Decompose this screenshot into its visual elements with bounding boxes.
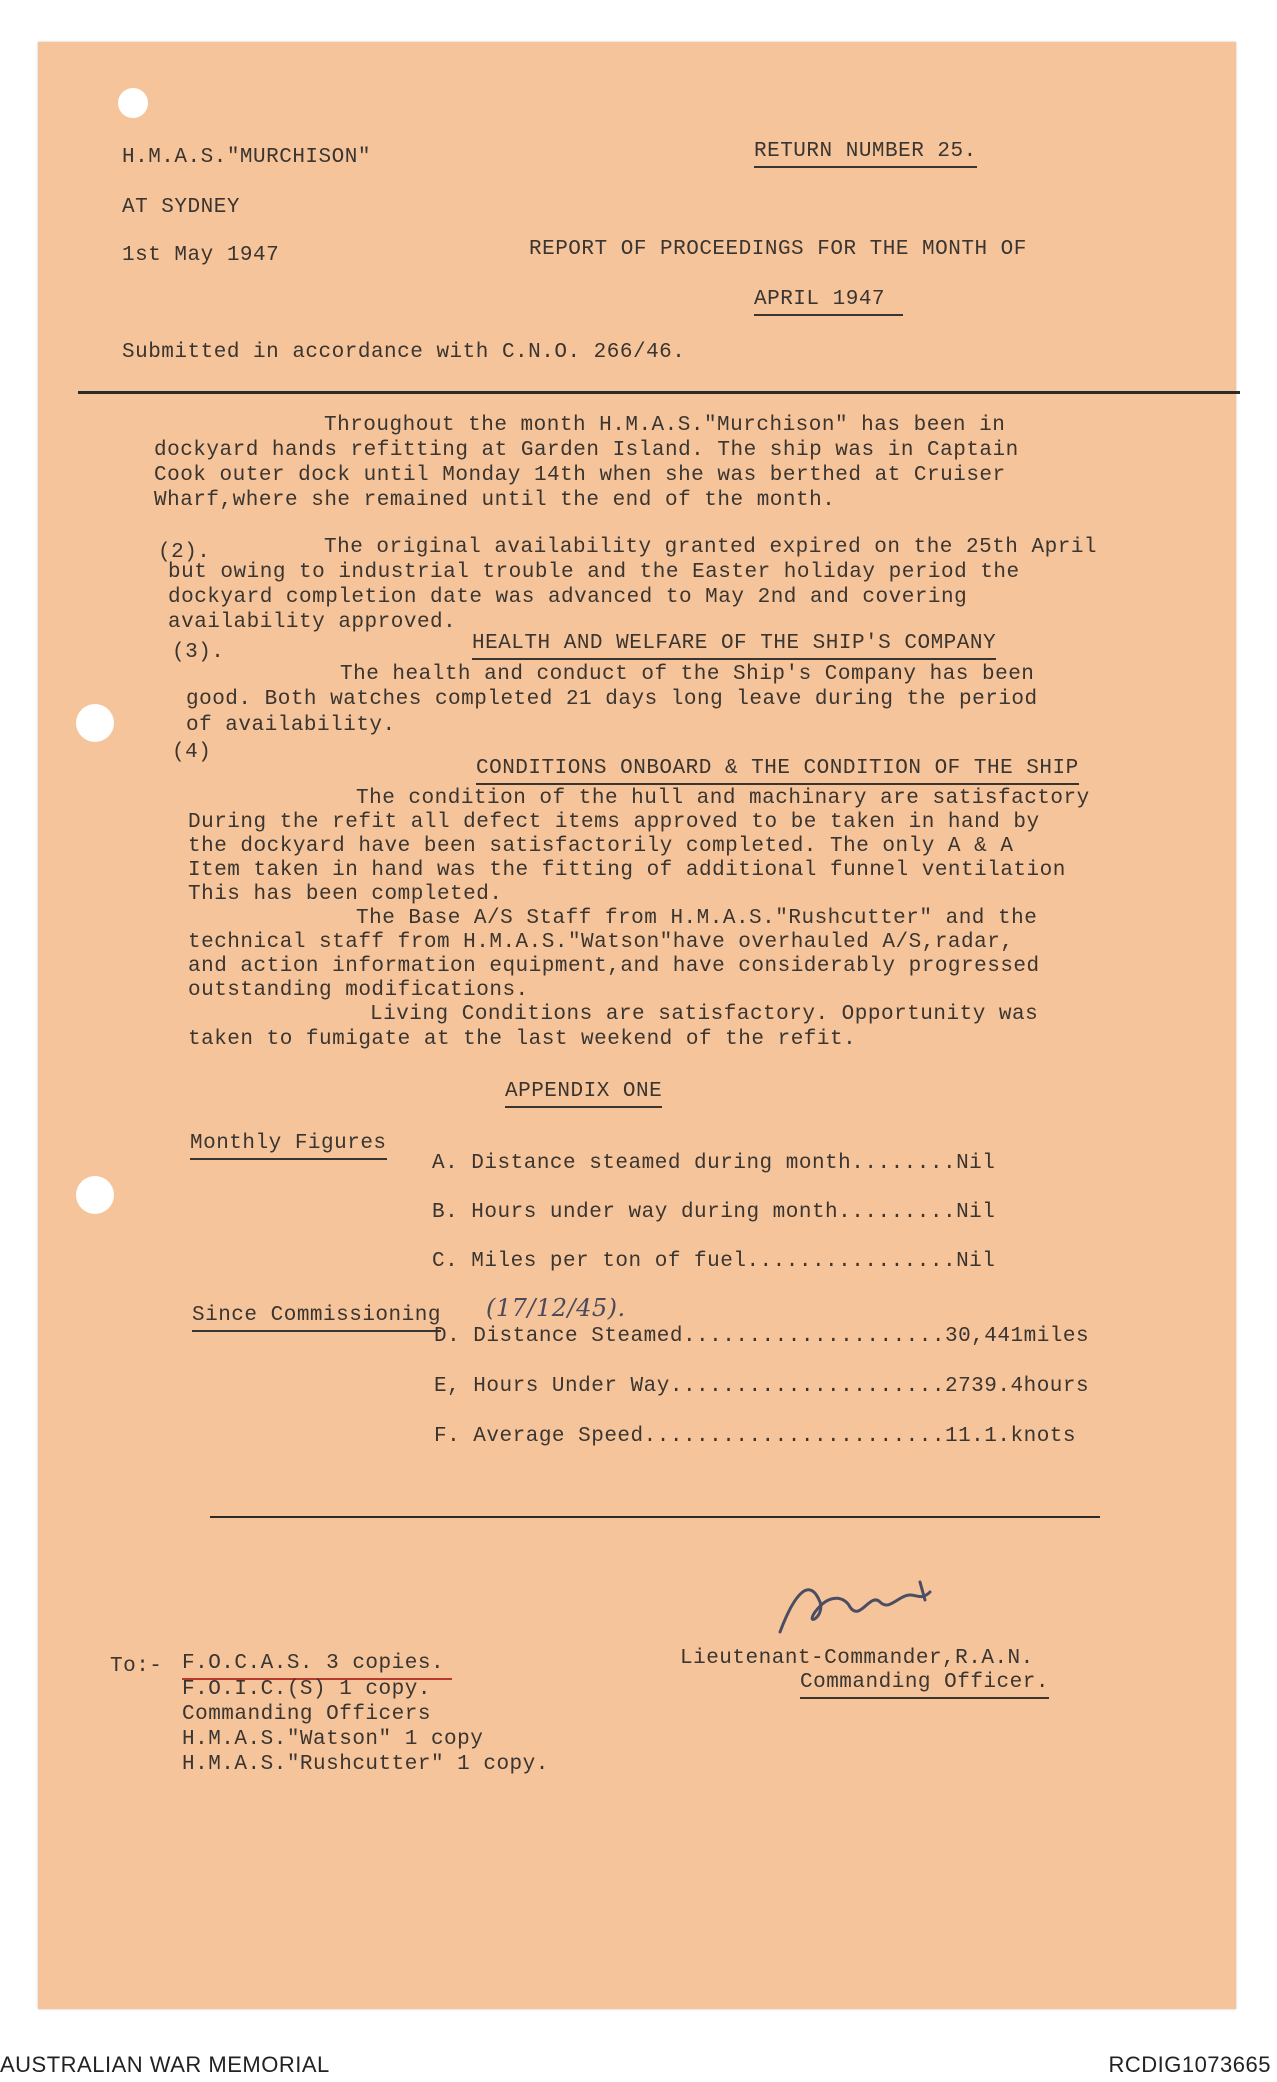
footer-record-id: RCDIG1073665 [1108,2052,1271,2077]
appendix-title: APPENDIX ONE [505,1080,662,1108]
distribution-line2: F.O.I.C.(S) 1 copy. [182,1678,431,1701]
para2-number: (2). [158,541,211,564]
section4-line1: The condition of the hull and machinary are satisfactory [356,787,1090,810]
distribution-first: F.O.C.A.S. 3 copies. [182,1652,452,1680]
section4-heading: CONDITIONS ONBOARD & THE CONDITION OF THE SHIP [476,757,1079,785]
para2-line1: The original availability granted expired on the 25th April [324,536,1098,559]
monthly-figure-b: B. Hours under way during month.........Nil [432,1201,996,1224]
section4-line7: technical staff from H.M.A.S."Watson"have overhauled A/S,radar, [188,931,1014,954]
section3-line2: good. Both watches completed 21 days long leave during the period [186,688,1038,711]
para2-line3: dockyard completion date was advanced to May 2nd and covering [168,586,968,609]
para1-line3: Cook outer dock until Monday 14th when she was berthed at Cruiser [154,464,1006,487]
since-commissioning-label: Since Commissioning [192,1304,441,1332]
since-figure-d: D. Distance Steamed....................30,441miles [434,1325,1090,1348]
section4-line4: Item taken in hand was the fitting of additional funnel ventilation [188,859,1066,882]
section3-heading: HEALTH AND WELFARE OF THE SHIP'S COMPANY [472,632,996,660]
para1-line2: dockyard hands refitting at Garden Island. The ship was in Captain [154,439,1019,462]
distribution-line3: Commanding Officers [182,1703,431,1726]
since-figure-f: F. Average Speed.......................11.1.knots [434,1425,1077,1448]
section3-line1: The health and conduct of the Ship's Company has been [340,663,1035,686]
section4-line11: taken to fumigate at the last weekend of the refit. [188,1028,857,1051]
distribution-line4: H.M.A.S."Watson" 1 copy [182,1728,484,1751]
punch-hole-upper [76,704,114,742]
punch-hole-lower [76,1176,114,1214]
section3-line3: of availability. [186,714,396,737]
header-divider [78,391,1240,394]
monthly-figure-a: A. Distance steamed during month........Nil [432,1152,996,1175]
para2-line4: availability approved. [168,611,457,634]
section4-line8: and action information equipment,and have considerably progressed [188,955,1040,978]
signatory-title: Commanding Officer. [800,1671,1049,1699]
para1-line1: Throughout the month H.M.A.S."Murchison" has been in [324,414,1006,437]
section3-number: (3). [172,641,225,664]
since-figure-e: E, Hours Under Way.....................2739.4hours [434,1375,1090,1398]
monthly-figures-label: Monthly Figures [190,1132,387,1160]
monthly-figure-c: C. Miles per ton of fuel................Nil [432,1250,996,1273]
paper-tear-mark [118,88,148,118]
report-date: 1st May 1947 [122,244,280,267]
section4-line9: outstanding modifications. [188,979,529,1002]
ship-name: H.M.A.S."MURCHISON" [122,146,371,169]
footer-archive-name: AUSTRALIAN WAR MEMORIAL [0,2052,330,2077]
closing-divider [210,1516,1100,1518]
section4-line10: Living Conditions are satisfactory. Opportunity was [370,1003,1039,1026]
return-number: RETURN NUMBER 25. [754,140,977,168]
para2-line2: but owing to industrial trouble and the Easter holiday period the [168,561,1020,584]
since-commissioning-date: (17/12/45). [486,1294,626,1322]
section4-line3: the dockyard have been satisfactorily completed. The only A & A [188,835,1014,858]
location: AT SYDNEY [122,196,240,219]
section4-line6: The Base A/S Staff from H.M.A.S."Rushcutter" and the [356,907,1038,930]
section4-line2: During the refit all defect items approved to be taken in hand by [188,811,1040,834]
distribution-line5: H.M.A.S."Rushcutter" 1 copy. [182,1753,549,1776]
para1-line4: Wharf,where she remained until the end of the month. [154,489,836,512]
report-month: APRIL 1947 [754,288,903,316]
submitted-line: Submitted in accordance with C.N.O. 266/46. [122,341,686,364]
report-title: REPORT OF PROCEEDINGS FOR THE MONTH OF [529,238,1027,261]
signature-mark [770,1572,950,1642]
signatory-rank: Lieutenant-Commander,R.A.N. [680,1647,1034,1670]
section4-number: (4) [172,741,212,764]
distribution-to-label: To:- [110,1655,163,1678]
section4-line5: This has been completed. [188,883,503,906]
